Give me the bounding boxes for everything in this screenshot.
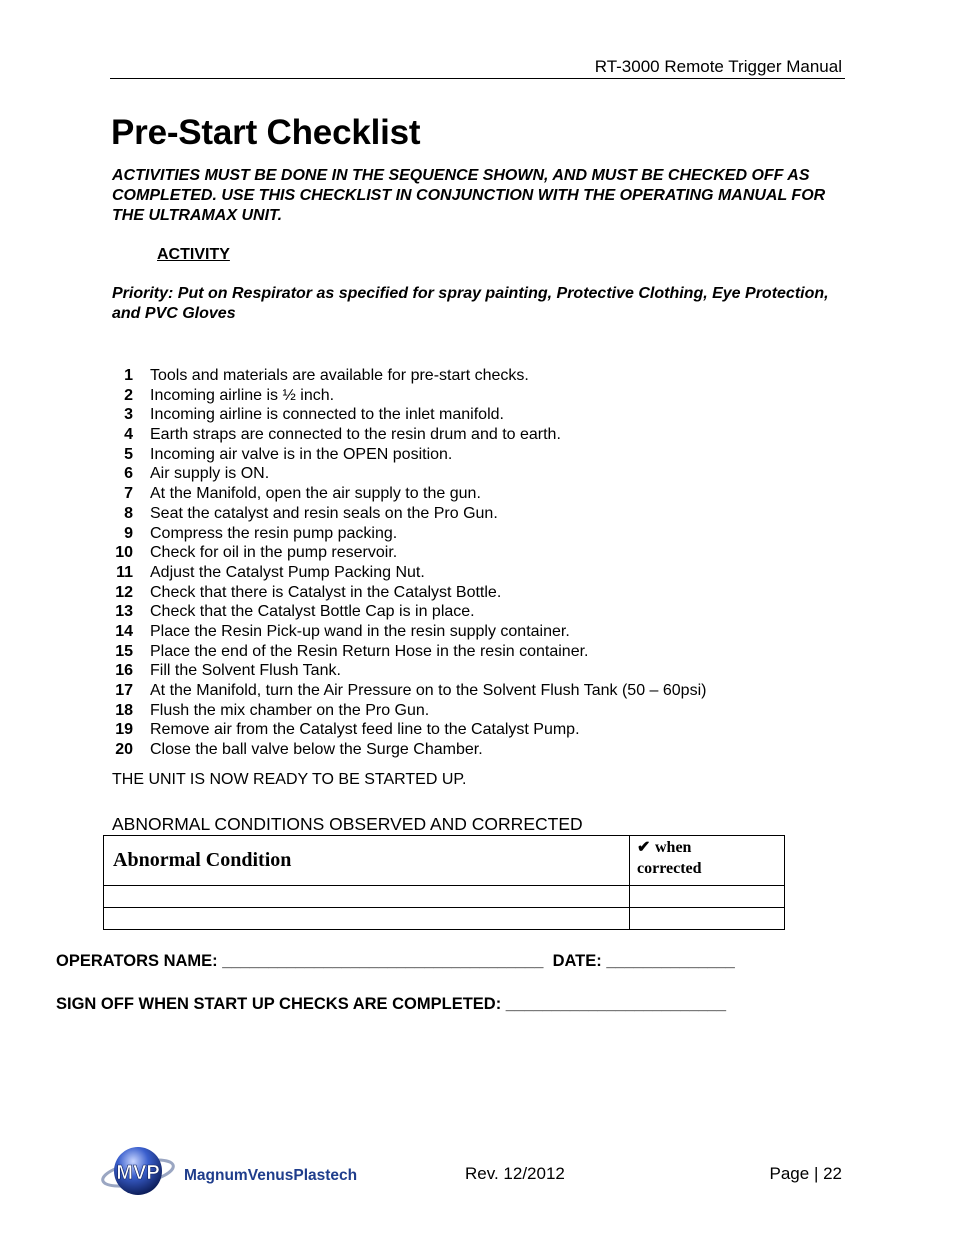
step-number: 15 [115,642,133,660]
step-number: 18 [115,701,133,719]
step-number: 7 [124,485,133,503]
page-title: Pre-Start Checklist [111,113,421,152]
list-item [112,445,832,465]
signoff-line[interactable]: SIGN OFF WHEN START UP CHECKS ARE COMPLETED: ________________________ [56,995,727,1013]
condition-cell[interactable] [104,908,630,930]
column-header-corrected [630,836,785,886]
list-item [112,543,832,563]
list-item [112,425,832,445]
page-number: Page | 22 [769,1164,842,1183]
step-number: 13 [115,603,133,621]
step-number: 14 [115,622,133,640]
list-item [112,484,832,504]
list-item [112,464,832,484]
list-item [112,366,832,386]
list-item [112,504,832,524]
list-item [112,583,832,603]
step-text: Remove air from the Catalyst feed line to the Catalyst Pump. [150,721,580,739]
step-text: Adjust the Catalyst Pump Packing Nut. [150,563,425,581]
step-text: Flush the mix chamber on the Pro Gun. [150,701,430,719]
step-number: 17 [115,682,133,699]
step-text: Fill the Solvent Flush Tank. [150,662,341,680]
checklist-steps [112,366,832,760]
step-number: 16 [115,662,133,680]
list-item [112,701,832,721]
table-row [104,908,785,930]
checkmark-icon: ✔ [637,839,651,856]
step-number: 19 [115,721,133,739]
step-text: Seat the catalyst and resin seals on the Pro Gun. [150,504,498,522]
step-number: 12 [115,583,133,601]
list-item [112,740,832,760]
list-item [112,661,832,681]
intro-instructions: ACTIVITIES MUST BE DONE IN THE SEQUENCE SHOWN, AND MUST BE CHECKED OFF AS COMPLETED. USE THIS CHECKLIST IN CONJUNCTION WITH THE OPERATING MANUAL FOR THE ULTRAMAX UNIT. [112,167,826,224]
operator-name-date-line[interactable]: OPERATORS NAME: ___________________________________ DATE: ______________ [56,952,735,970]
step-text: Tools and materials are available for pre-start checks. [150,367,529,384]
abnormal-heading: ABNORMAL CONDITIONS OBSERVED AND CORRECTED [112,814,583,834]
step-text: At the Manifold, open the air supply to the gun. [150,485,481,503]
step-text: Air supply is ON. [150,465,270,483]
logo-company-name: MagnumVenusPlastech [184,1167,358,1184]
list-item [112,563,832,583]
list-item [112,602,832,622]
table-row [104,886,785,908]
step-number: 9 [124,524,133,542]
list-item [112,720,832,740]
step-number: 8 [124,504,133,522]
list-item [112,405,832,425]
list-item [112,642,832,662]
corrected-cell[interactable] [630,908,785,930]
step-number: 6 [124,465,133,483]
corrected-label-word1: when [655,839,692,856]
table-header-row [104,836,785,886]
step-text: At the Manifold, turn the Air Pressure on to the Solvent Flush Tank (50 – 60psi) [150,682,707,699]
corrected-cell[interactable] [630,886,785,908]
step-text: Check that the Catalyst Bottle Cap is in place. [150,603,475,621]
list-item [112,524,832,544]
abnormal-conditions-table [103,835,785,930]
priority-note: Priority: Put on Respirator as specified for spray painting, Protective Clothing, Eye Protection, and PVC Gloves [112,285,829,322]
step-number: 2 [124,386,133,404]
revision-date: Rev. 12/2012 [465,1164,565,1183]
condition-cell[interactable] [104,886,630,908]
header-title: RT-3000 Remote Trigger Manual [594,57,842,76]
step-text: Check that there is Catalyst in the Catalyst Bottle. [150,583,502,601]
header-rule [110,78,845,79]
column-header-condition: Abnormal Condition [104,836,630,886]
step-number: 3 [124,406,133,424]
step-text: Incoming airline is ½ inch. [150,386,335,404]
step-text: Close the ball valve below the Surge Chamber. [150,741,483,759]
ready-statement: THE UNIT IS NOW READY TO BE STARTED UP. [112,771,467,788]
list-item [112,681,832,701]
logo-mark-text: MVP [116,1162,160,1184]
step-text: Place the Resin Pick-up wand in the resin supply container. [150,622,570,640]
step-text: Earth straps are connected to the resin drum and to earth. [150,426,561,444]
step-number: 11 [116,563,133,581]
step-text: Compress the resin pump packing. [150,524,398,542]
step-text: Incoming airline is connected to the inlet manifold. [150,406,504,424]
activity-label: ACTIVITY [157,246,230,263]
step-number: 4 [124,426,133,444]
list-item [112,622,832,642]
step-text: Place the end of the Resin Return Hose in the resin container. [150,642,589,660]
step-number: 1 [124,367,133,384]
corrected-label-word2: corrected [637,860,702,877]
mvp-logo [100,1143,390,1201]
step-text: Incoming air valve is in the OPEN position. [150,445,453,463]
step-number: 5 [124,445,133,463]
step-text: Check for oil in the pump reservoir. [150,544,398,562]
list-item [112,386,832,406]
step-number: 20 [115,741,133,759]
step-number: 10 [115,544,133,562]
